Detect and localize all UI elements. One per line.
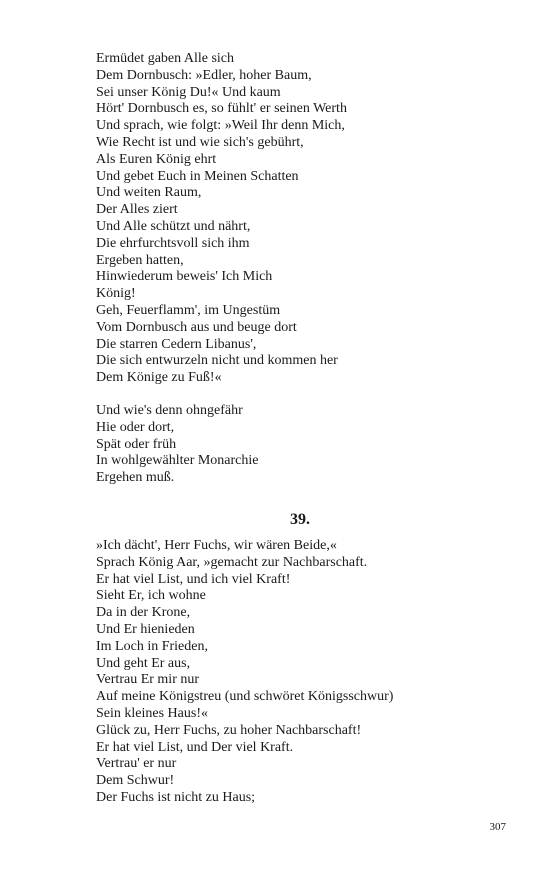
verse-line: Und sprach, wie folgt: »Weil Ihr denn Mich,: [96, 118, 345, 134]
poem-stanza-continuation: [96, 51, 516, 387]
verse-line: Sprach König Aar, »gemacht zur Nachbarschaft.: [96, 554, 368, 570]
verse-line: König!: [96, 286, 136, 302]
verse-line: Die starren Cedern Libanus',: [96, 336, 257, 352]
verse-line: Hie oder dort,: [96, 419, 175, 435]
verse-line: Glück zu, Herr Fuchs, zu hoher Nachbarschaft!: [96, 722, 362, 738]
verse-line: Und Alle schützt und nährt,: [96, 218, 251, 234]
verse-line: Sein kleines Haus!«: [96, 705, 208, 721]
verse-line: Er hat viel List, und Der viel Kraft.: [96, 739, 294, 755]
verse-line: Sei unser König Du!« Und kaum: [96, 84, 281, 100]
verse-line: Ermüdet gaben Alle sich: [96, 51, 235, 66]
verse-line: »Ich dächt', Herr Fuchs, wir wären Beide,«: [96, 538, 337, 553]
verse-line: Und geht Er aus,: [96, 655, 191, 671]
verse-line: Und gebet Euch in Meinen Schatten: [96, 168, 299, 184]
verse-line: In wohlgewählter Monarchie: [96, 453, 259, 469]
verse-line: Die sich entwurzeln nicht und kommen her: [96, 353, 338, 369]
verse-line: Als Euren König ehrt: [96, 151, 217, 167]
verse-line: Die ehrfurchtsvoll sich ihm: [96, 235, 250, 251]
verse-line: Der Alles ziert: [96, 202, 178, 218]
verse-line: Ergehen muß.: [96, 470, 175, 486]
verse-line: Wie Recht ist und wie sich's gebührt,: [96, 134, 304, 150]
verse-line: Spät oder früh: [96, 436, 177, 452]
verse-line: Er hat viel List, und ich viel Kraft!: [96, 571, 291, 587]
verse-line: Der Fuchs ist nicht zu Haus;: [96, 789, 256, 805]
poem-39: [96, 538, 516, 807]
verse-line: Vertrau' er nur: [96, 756, 177, 772]
verse-line: Hört' Dornbusch es, so fühlt' er seinen Werth: [96, 101, 347, 117]
verse-line: Geh, Feuerflamm', im Ungestüm: [96, 302, 281, 318]
verse-line: Dem Schwur!: [96, 773, 175, 789]
verse-line: Im Loch in Frieden,: [96, 638, 208, 654]
verse-line: Auf meine Königstreu (und schwöret Königsschwur): [96, 689, 394, 705]
verse-line: Und weiten Raum,: [96, 185, 202, 201]
verse-line: Und wie's denn ohngefähr: [96, 403, 243, 418]
verse-line: Ergeben hatten,: [96, 252, 184, 268]
verse-line: Und Er hienieden: [96, 621, 195, 637]
page-number: 307: [489, 821, 506, 833]
verse-line: Dem Könige zu Fuß!«: [96, 370, 222, 386]
verse-line: Da in der Krone,: [96, 605, 191, 621]
section-number: 39.: [290, 511, 310, 528]
poem-stanza-closing: [96, 403, 516, 487]
verse-line: Dem Dornbusch: »Edler, hoher Baum,: [96, 67, 312, 83]
verse-line: Hinwiederum beweis' Ich Mich: [96, 269, 273, 285]
verse-line: Sieht Er, ich wohne: [96, 588, 206, 604]
verse-line: Vom Dornbusch aus und beuge dort: [96, 319, 297, 335]
verse-line: Vertrau Er mir nur: [96, 672, 200, 688]
